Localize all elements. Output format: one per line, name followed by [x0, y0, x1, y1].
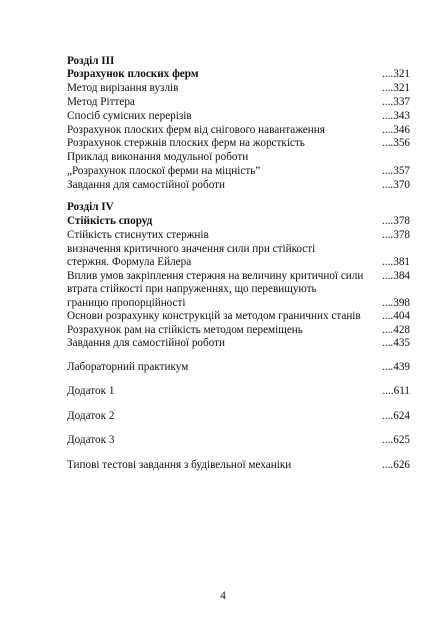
- toc-page: ....404: [382, 310, 410, 322]
- toc-page: ....357: [382, 165, 410, 177]
- toc-page: ....624: [382, 410, 410, 422]
- toc-entry: Розрахунок стержнів плоских ферм на жорсткість: [67, 137, 305, 149]
- toc-entry: Основи розрахунку конструкцій за методом граничних станів: [67, 310, 361, 322]
- toc-entry: границю пропорційності: [67, 297, 186, 309]
- toc-entry: Спосіб сумісних перерізів: [67, 110, 192, 122]
- toc-page: ....428: [382, 324, 410, 336]
- toc-page: ....625: [382, 434, 410, 446]
- toc-entry: Додаток 2: [67, 410, 115, 422]
- toc-page: ....384: [382, 270, 410, 282]
- toc-page: ....356: [382, 137, 410, 149]
- toc-entry: втрата стійкості при напруженнях, що перевищують: [67, 283, 317, 295]
- section-4-title: Стійкість споруд: [67, 215, 153, 227]
- toc-entry: Додаток 1: [67, 385, 115, 397]
- toc-page: ....398: [382, 297, 410, 309]
- toc-entry: Додаток 3: [67, 434, 115, 446]
- toc-entry: Метод вирізання вузлів: [67, 82, 179, 94]
- toc-page: ....381: [382, 256, 410, 268]
- section-4-title-page: ....378: [382, 215, 410, 227]
- toc-entry: Завдання для самостійної роботи: [67, 337, 226, 349]
- toc-page: ....611: [382, 385, 410, 397]
- toc-entry: Типові тестові завдання з будівельної механіки: [67, 459, 292, 471]
- toc-page: ....378: [382, 229, 410, 241]
- toc-entry: Розрахунок плоских ферм від снігового навантаження: [67, 124, 325, 136]
- section-3-title: Розрахунок плоских ферм: [67, 68, 199, 80]
- toc-entry: визначення критичного значення сили при стійкості: [67, 243, 316, 255]
- toc-page: ....626: [382, 459, 410, 471]
- section-4-heading: Розділ IV: [67, 201, 114, 213]
- toc-entry: Лабораторний практикум: [67, 361, 189, 373]
- toc-entry: Метод Ріттера: [67, 96, 135, 108]
- page-number: 4: [220, 590, 226, 602]
- toc-entry: Розрахунок рам на стійкість методом переміщень: [67, 324, 303, 336]
- toc-page: ....439: [382, 361, 410, 373]
- toc-entry: стержня. Формула Ейлера: [67, 256, 192, 268]
- toc-entry: Приклад виконання модульної роботи: [67, 151, 249, 163]
- toc-page: ....343: [382, 110, 410, 122]
- toc-page: ....321: [382, 82, 410, 94]
- toc-page: ....346: [382, 124, 410, 136]
- toc-entry: Стійкість стиснутих стержнів: [67, 229, 209, 241]
- toc-page: ....337: [382, 96, 410, 108]
- toc-page: ....435: [382, 337, 410, 349]
- toc-entry: Завдання для самостійної роботи: [67, 179, 226, 191]
- section-3-heading: Розділ ІІІ: [67, 55, 115, 67]
- toc-entry: „Розрахунок плоскої ферми на міцність”: [67, 165, 261, 177]
- toc-entry: Вплив умов закріплення стержня на величину критичної сили: [67, 270, 364, 282]
- toc-page: ....370: [382, 179, 410, 191]
- section-3-title-page: ....321: [382, 68, 410, 80]
